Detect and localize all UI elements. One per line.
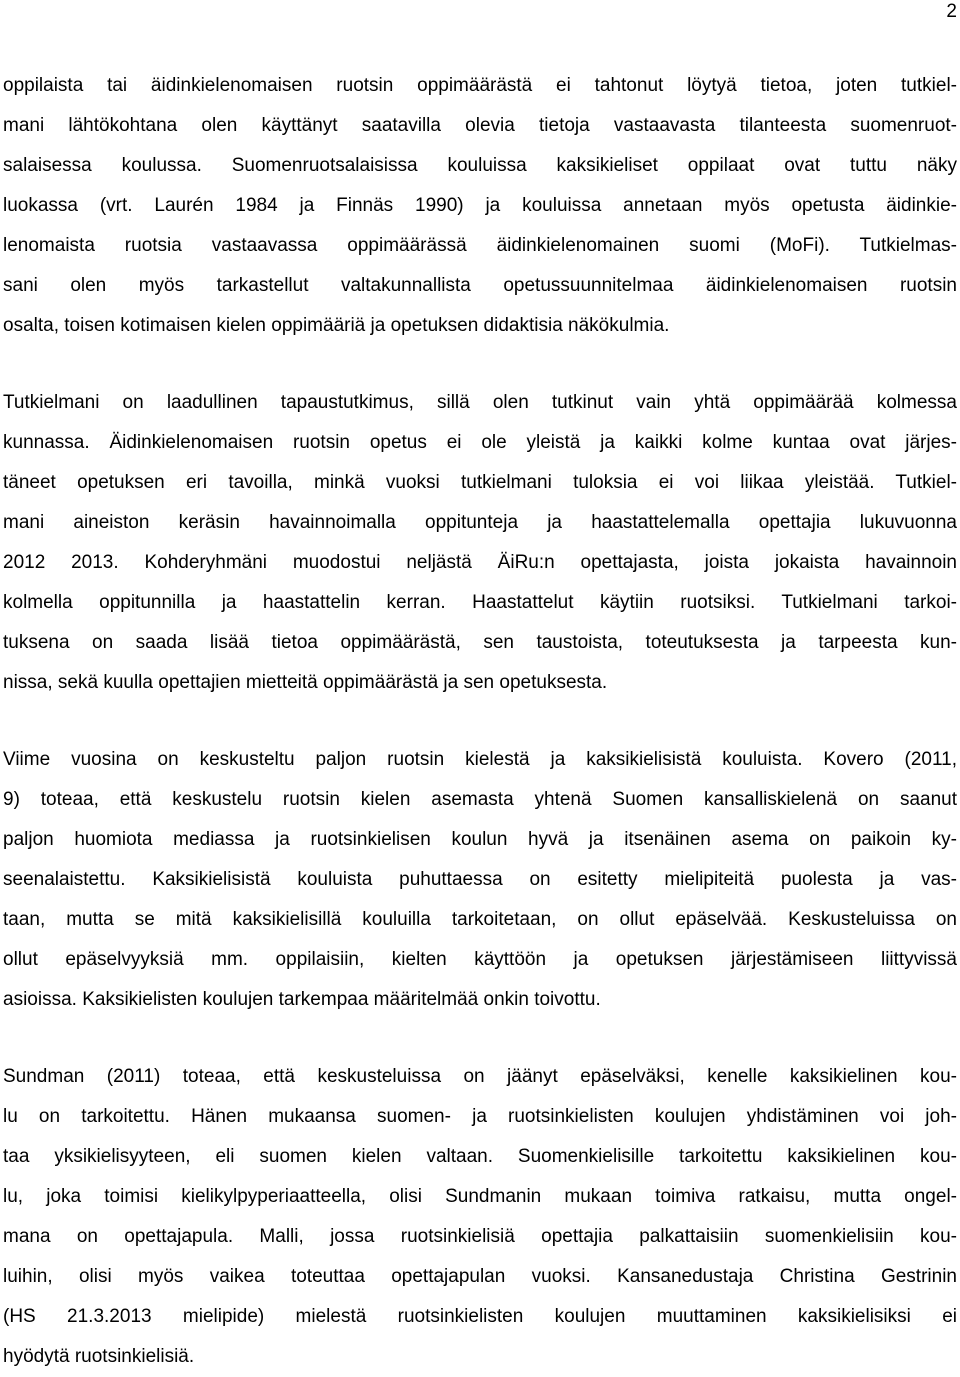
text-line: Tutkielmani on laadullinen tapaustutkimus, sillä olen tutkinut vain yhtä oppimäärää kolmessa (3, 392, 957, 413)
page-number: 2 (946, 1, 957, 22)
text-line: seenalaistettu. Kaksikielisistä kouluista puhuttaessa on esitetty mielipiteitä puolesta ja vas- (3, 869, 957, 890)
text-line: paljon huomiota mediassa ja ruotsinkielisen koulun hyvä ja itsenäinen asema on paikoin ky- (3, 829, 957, 850)
text-line: salaisessa koulussa. Suomenruotsalaisissa kouluissa kaksikieliset oppilaat ovat tuttu näky (3, 155, 957, 176)
text-line: mana on opettajapula. Malli, jossa ruotsinkielisiä opettajia palkattaisiin suomenkielisiin kou- (3, 1226, 957, 1247)
text-line: mani aineiston keräsin havainnoimalla oppitunteja ja haastattelemalla opettajia lukuvuonna (3, 512, 957, 533)
paragraph-4 (3, 1057, 957, 1377)
text-line: täneet opetuksen eri tavoilla, minkä vuoksi tutkielmani tuloksia ei voi liikaa yleistää. Tutkiel- (3, 472, 957, 493)
text-line: 9) toteaa, että keskustelu ruotsin kielen asemasta yhtenä Suomen kansalliskielenä on saanut (3, 789, 957, 810)
text-line: Viime vuosina on keskusteltu paljon ruotsin kielestä ja kaksikielisistä kouluista. Kovero (2011, (3, 749, 957, 770)
text-line: Sundman (2011) toteaa, että keskusteluissa on jäänyt epäselväksi, kenelle kaksikielinen kou- (3, 1066, 957, 1087)
paragraph-1 (3, 66, 957, 346)
text-line: taan, mutta se mitä kaksikielisillä kouluilla tarkoitetaan, on ollut epäselvää. Keskusteluissa on (3, 909, 957, 930)
text-line: asioissa. Kaksikielisten koulujen tarkempaa määritelmää onkin toivottu. (3, 989, 601, 1010)
text-line: lu, joka toimisi kielikylpyperiaatteella, olisi Sundmanin mukaan toimiva ratkaisu, mutta ongel- (3, 1186, 957, 1207)
text-line: tuksena on saada lisää tietoa oppimäärästä, sen taustoista, toteutuksesta ja tarpeesta kun- (3, 632, 957, 653)
text-line: lenomaista ruotsia vastaavassa oppimäärässä äidinkielenomainen suomi (MoFi). Tutkielmas- (3, 235, 957, 256)
body-text (3, 66, 957, 1377)
text-line: oppilaista tai äidinkielenomaisen ruotsin oppimäärästä ei tahtonut löytyä tietoa, joten tutkiel- (3, 75, 957, 96)
text-line: luokassa (vrt. Laurén 1984 ja Finnäs 1990) ja kouluissa annetaan myös opetusta äidinkie- (3, 195, 957, 216)
text-line: luihin, olisi myös vaikea toteuttaa opettajapulan vuoksi. Kansanedustaja Christina Gestrinin (3, 1266, 957, 1287)
text-line: 2012 2013. Kohderyhmäni muodostui neljästä ÄiRu:n opettajasta, joista jokaista havainnoin (3, 552, 957, 573)
text-line: kolmella oppitunnilla ja haastattelin kerran. Haastattelut käytiin ruotsiksi. Tutkielmani tarkoi- (3, 592, 957, 613)
text-line: mani lähtökohtana olen käyttänyt saatavilla olevia tietoja vastaavasta tilanteesta suomenruot- (3, 115, 957, 136)
text-line: hyödytä ruotsinkielisiä. (3, 1346, 195, 1367)
text-line: ollut epäselvyyksiä mm. oppilaisiin, kielten käyttöön ja opetuksen järjestämiseen liittyvissä (3, 949, 957, 970)
paragraph-3 (3, 740, 957, 1020)
paragraph-2 (3, 383, 957, 703)
text-line: (HS 21.3.2013 mielipide) mielestä ruotsinkielisten koulujen muuttaminen kaksikielisiksi ei (3, 1306, 957, 1327)
text-line: taa yksikielisyyteen, eli suomen kielen valtaan. Suomenkielisille tarkoitettu kaksikielinen kou- (3, 1146, 957, 1167)
text-line: sani olen myös tarkastellut valtakunnallista opetussuunnitelmaa äidinkielenomaisen ruotsin (3, 275, 957, 296)
text-line: osalta, toisen kotimaisen kielen oppimääriä ja opetuksen didaktisia näkökulmia. (3, 315, 670, 336)
text-line: lu on tarkoitettu. Hänen mukaansa suomen- ja ruotsinkielisten koulujen yhdistäminen voi joh- (3, 1106, 957, 1127)
text-line: kunnassa. Äidinkielenomaisen ruotsin opetus ei ole yleistä ja kaikki kolme kuntaa ovat järjes- (3, 432, 957, 453)
text-line: nissa, sekä kuulla opettajien mietteitä oppimäärästä ja sen opetuksesta. (3, 672, 608, 693)
